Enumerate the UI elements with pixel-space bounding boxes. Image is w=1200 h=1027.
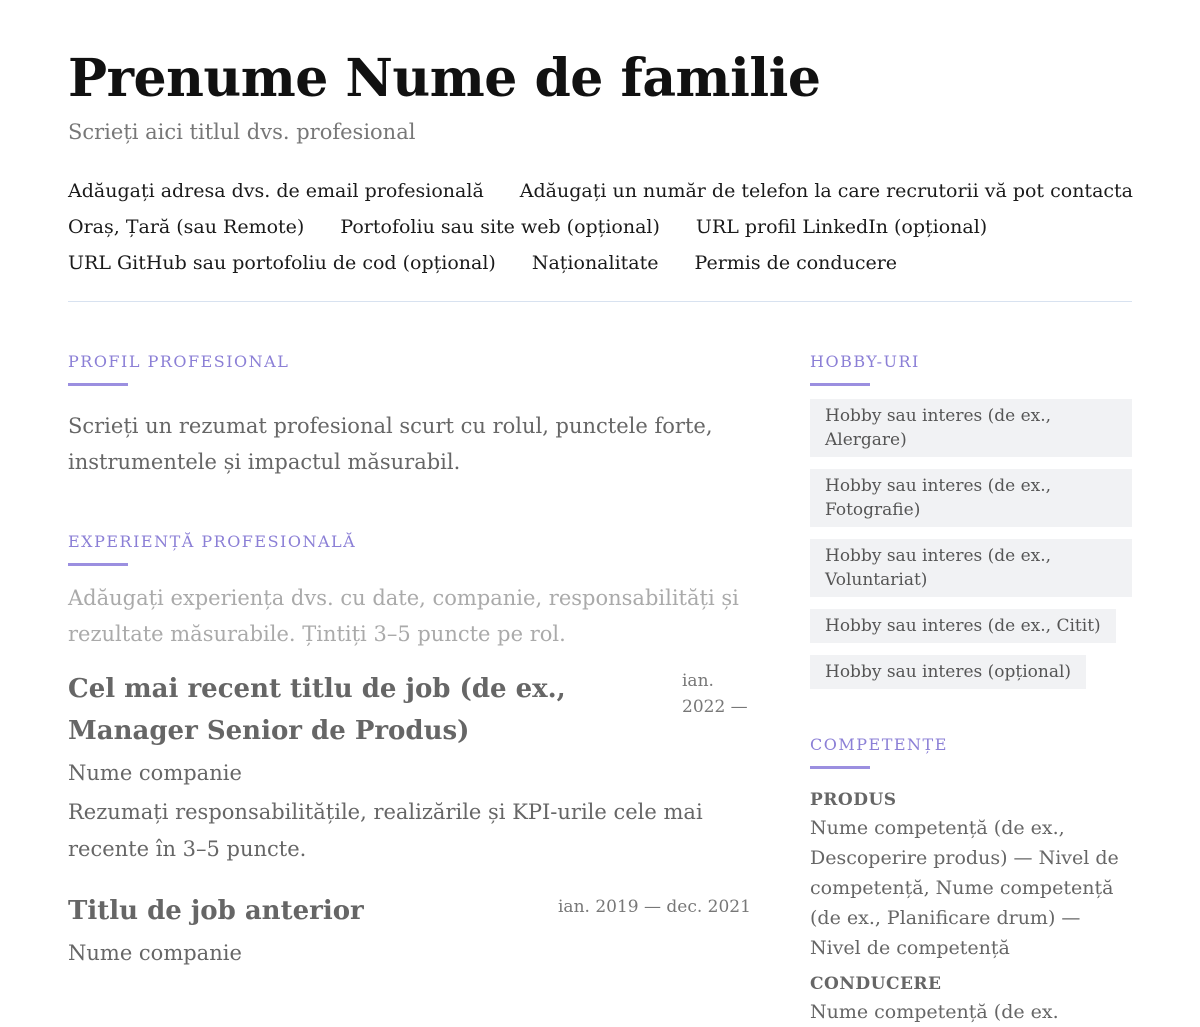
job-company: Nume companie <box>68 761 242 785</box>
job-title: Cel mai recent titlu de job (de ex., Manager Senior de Produs) <box>68 674 566 746</box>
skill-group <box>810 789 1132 963</box>
job-header <box>68 890 768 932</box>
skills-heading: COMPETENȚE <box>810 735 948 754</box>
skill-category: PRODUS <box>810 790 897 810</box>
job-date: ian. 2022 — <box>682 671 748 717</box>
job-date: ian. 2019 — dec. 2021 <box>558 897 751 917</box>
professional-title: Scrieți aici titlul dvs. profesional <box>68 120 416 144</box>
hobby-list <box>810 399 1132 701</box>
contact-nationality: Naționalitate <box>531 252 659 274</box>
contact-info <box>68 176 1132 284</box>
skills-section <box>810 735 1132 1027</box>
contact-phone: Adăugați un număr de telefon la care recrutorii vă pot contacta <box>519 180 1133 202</box>
skill-text: Nume competență (de ex., Descoperire produs) — Nivel de competență, Nume competență (de ex., Planificare drum) — Nivel de competență <box>810 817 1119 959</box>
section-accent-line <box>68 383 128 386</box>
experience-hint: Adăugați experiența dvs. cu date, companie, responsabilități și rezultate măsurabile. Țintiți 3–5 puncte pe rol. <box>68 586 739 646</box>
profile-section <box>68 352 768 480</box>
contact-line <box>68 212 1132 248</box>
skill-category: CONDUCERE <box>810 974 942 994</box>
contact-github: URL GitHub sau portofoliu de cod (opțional) <box>68 252 496 274</box>
job-header <box>68 668 768 752</box>
experience-section <box>68 532 768 970</box>
hobbies-heading: HOBBY-URI <box>810 352 920 371</box>
job-title: Titlu de job anterior <box>68 896 364 926</box>
hobby-tag: Hobby sau interes (de ex., Citit) <box>810 609 1116 643</box>
contact-line <box>68 176 1132 212</box>
hobby-tag: Hobby sau interes (de ex., Fotografie) <box>810 469 1132 527</box>
skill-group <box>810 973 1132 1027</box>
section-accent-line <box>810 383 870 386</box>
main-column <box>68 352 768 970</box>
hobby-tag: Hobby sau interes (de ex., Alergare) <box>810 399 1132 457</box>
job-summary: Rezumați responsabilitățile, realizările și KPI-urile cele mai recente în 3–5 puncte. <box>68 800 703 861</box>
contact-email: Adăugați adresa dvs. de email profesională <box>68 180 484 202</box>
job-company: Nume companie <box>68 941 242 965</box>
resume-page <box>68 0 1133 1023</box>
header-divider <box>68 301 1132 302</box>
contact-driving-license: Permis de conducere <box>694 252 898 274</box>
hobby-tag: Hobby sau interes (opțional) <box>810 655 1086 689</box>
profile-summary: Scrieți un rezumat profesional scurt cu rolul, punctele forte, instrumentele și impactul măsurabil. <box>68 414 713 474</box>
contact-location: Oraș, Țară (sau Remote) <box>68 216 305 238</box>
section-accent-line <box>810 766 870 769</box>
skill-text: Nume competență (de ex. <box>810 1001 1059 1023</box>
section-accent-line <box>68 563 128 566</box>
contact-line <box>68 248 1132 284</box>
sidebar-column <box>810 352 1132 1027</box>
full-name: Prenume Nume de familie <box>68 48 821 109</box>
hobby-tag: Hobby sau interes (de ex., Voluntariat) <box>810 539 1132 597</box>
contact-portfolio: Portofoliu sau site web (opțional) <box>340 216 660 238</box>
profile-heading: PROFIL PROFESIONAL <box>68 352 290 371</box>
hobbies-section <box>810 352 1132 701</box>
experience-heading: EXPERIENȚĂ PROFESIONALĂ <box>68 532 357 551</box>
contact-linkedin: URL profil LinkedIn (opțional) <box>695 216 988 238</box>
job-entry <box>68 890 768 970</box>
job-entry <box>68 668 768 868</box>
